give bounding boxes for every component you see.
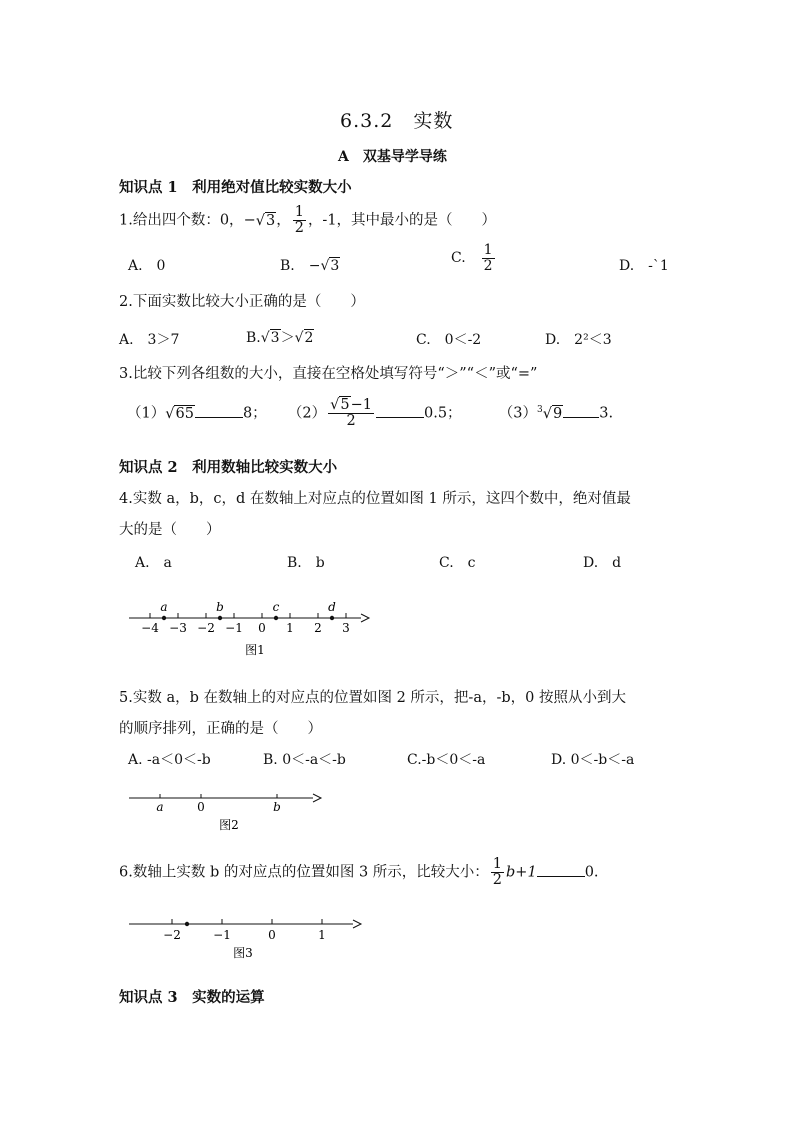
q4-option-c: C. c [439, 555, 476, 571]
q4-option-b: B. b [287, 555, 325, 571]
q3-p3-cbrt: $^3$√9 [537, 404, 563, 422]
fig3-point-b [185, 922, 189, 926]
q1-option-d: D. -`1 [619, 258, 669, 274]
q3-parts: （1）√65 8； （2） $\frac{√5-1}{2}$ 0.5； $(3)^3√9$ 3. [127, 397, 614, 430]
fig1-point-label-a: a [160, 600, 168, 614]
q3-blank-2[interactable] [376, 417, 424, 418]
section-heading-2: 知识点 2 利用数轴比较实数大小 [119, 459, 338, 476]
q5-option-a: A. -a＜0＜-b [128, 752, 211, 768]
question-4-line-1: 4.实数 a，b，c，d 在数轴上对应点的位置如图 1 所示，这四个数中，绝对值最 [119, 491, 631, 507]
q2-option-b: B.√3＞√2 [246, 330, 314, 346]
question-4-line-2: 大的是（ ） [119, 522, 221, 538]
q1-option-c: C. $\frac{1}{2}$ [451, 242, 493, 274]
q6-blank[interactable] [537, 876, 585, 877]
fig1-tick-label: 2 [314, 621, 322, 635]
question-3: 3.比较下列各组数的大小，直接在空格处填写符号“＞”“＜”或“=” [119, 366, 538, 382]
q3-p2-fraction: $\frac{√5-1}{2}$ [330, 397, 372, 430]
section-heading-3: 知识点 3 实数的运算 [119, 989, 265, 1006]
page-title: 6.3.2 实数 [340, 110, 454, 132]
fig1-point-a [162, 616, 166, 620]
fig1-tick-label: −4 [141, 621, 159, 635]
question-5-line-2: 的顺序排列，正确的是（ ） [119, 721, 322, 737]
fig1-point-label-d: d [328, 600, 336, 614]
fig1-tick-label: 3 [342, 621, 350, 635]
fig3-tick-label: −2 [163, 928, 181, 942]
q2-option-a: A. 3＞7 [119, 332, 180, 348]
q5-option-b: B. 0＜-a＜-b [263, 752, 346, 768]
q1-prefix: 1.给出四个数：0， [119, 212, 244, 229]
q5-option-c: C.-b＜0＜-a [407, 752, 486, 768]
q4-option-a: A. a [135, 555, 172, 571]
fig3-tick-label: 1 [318, 928, 326, 942]
fig1-arrow [361, 614, 369, 622]
fig1-tick-label: −2 [197, 621, 215, 635]
figure-1-number-line [125, 594, 375, 660]
fig2-label-a: a [156, 800, 164, 814]
fig1-tick-label: −1 [225, 621, 243, 635]
q1-fraction: $\frac{1}{2}$ [294, 204, 304, 237]
fig3-tick-label: −1 [213, 928, 231, 942]
fig1-point-b [218, 616, 222, 620]
fig1-point-label-c: c [272, 600, 280, 614]
fig1-tick-label: −3 [169, 621, 187, 635]
fig1-point-c [274, 616, 278, 620]
q1-option-a: A. 0 [128, 258, 166, 274]
fig2-label-0: 0 [197, 800, 205, 814]
q4-option-d: D. d [583, 555, 622, 571]
fig3-arrow [353, 920, 361, 928]
q2-option-c: C. 0＜-2 [416, 332, 482, 348]
fig1-point-label-b: b [216, 600, 224, 614]
q1-suffix: ，-1，其中最小的是（ ） [307, 212, 497, 229]
section-subtitle: A 双基导学导练 [338, 149, 447, 165]
q3-p1-sqrt: √65 [165, 405, 194, 422]
fig1-point-d [330, 616, 334, 620]
section-heading-1: 知识点 1 利用绝对值比较实数大小 [119, 179, 352, 196]
figure-3-number-line [125, 912, 370, 960]
q1-sqrt: √3 [255, 212, 276, 229]
q3-blank-3[interactable] [563, 417, 599, 418]
q6-fraction: $\frac{1}{2}$ [492, 856, 503, 889]
q2-option-d: D. 2²＜3 [545, 332, 612, 348]
question-5-line-1: 5.实数 a，b 在数轴上的对应点的位置如图 2 所示，把-a，-b，0 按照从小到大 [119, 690, 626, 706]
question-6: 6.数轴上实数 b 的对应点的位置如图 3 所示，比较大小： $\frac{1}{2}$ b+1 0. [119, 856, 599, 889]
q3-blank-1[interactable] [195, 417, 243, 418]
q1-option-b: B. −√3 [280, 258, 340, 274]
question-2: 2.下面实数比较大小正确的是（ ） [119, 294, 365, 310]
figure-2-number-line [125, 788, 335, 836]
q5-option-d: D. 0＜-b＜-a [551, 752, 635, 768]
q1-minus: − [243, 212, 256, 229]
fig3-tick-label: 0 [268, 928, 276, 942]
fig2-caption: 图2 [219, 818, 239, 832]
fig1-caption: 图1 [245, 643, 265, 657]
fig1-tick-label: 0 [258, 621, 266, 635]
fig1-tick-label: 1 [286, 621, 294, 635]
fig2-arrow [313, 794, 321, 802]
question-1: 1.给出四个数：0，−√3， $\frac{1}{2}$ ，-1，其中最小的是（ ） [119, 204, 497, 237]
fig3-caption: 图3 [233, 946, 253, 960]
fig2-label-b: b [273, 800, 281, 814]
